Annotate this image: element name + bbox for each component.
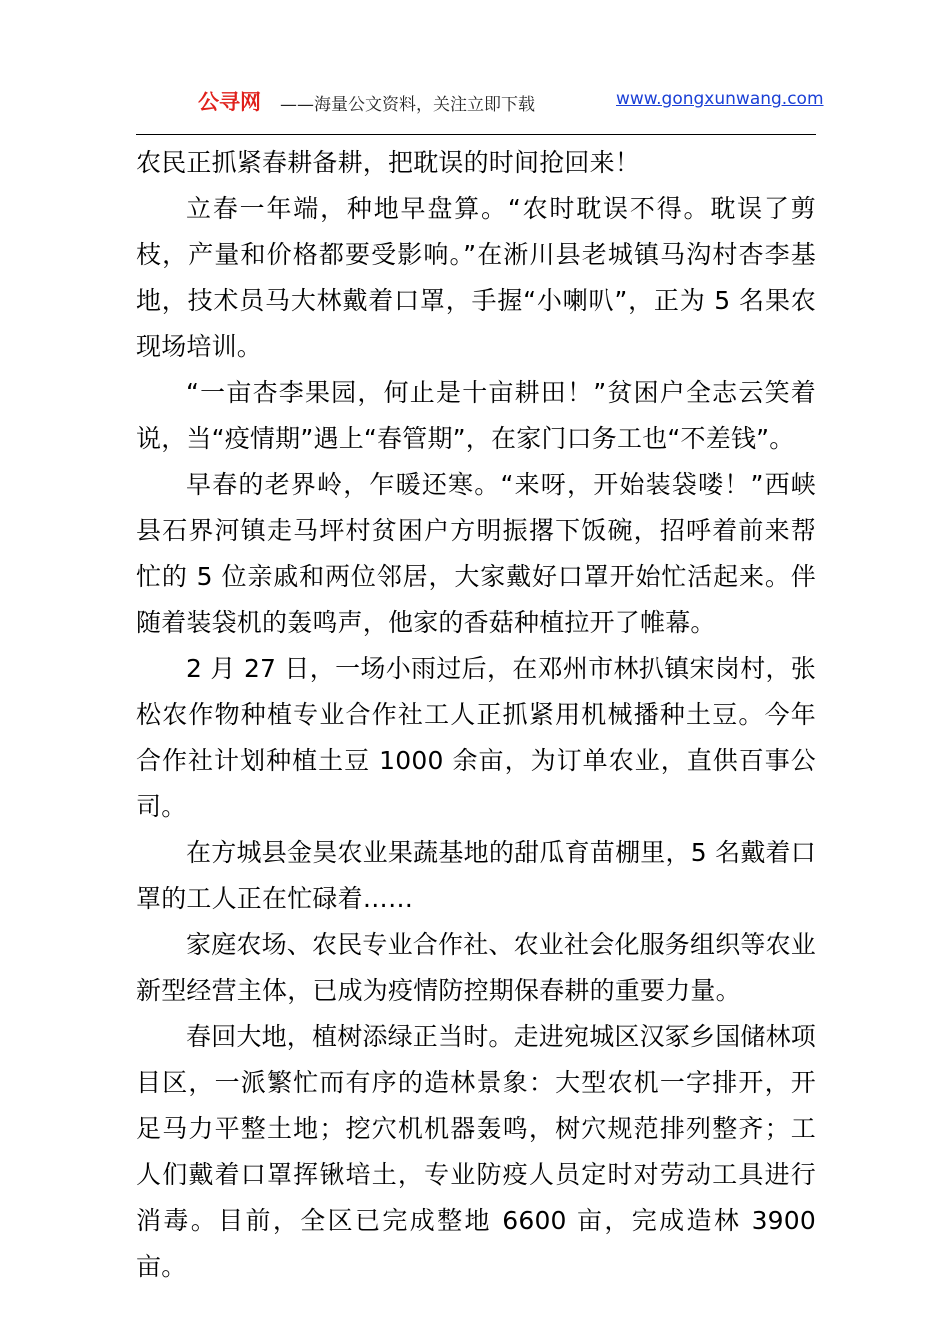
website-link[interactable]: www.gongxunwang.com <box>616 89 824 109</box>
paragraph: 2 月 27 日，一场小雨过后，在邓州市林扒镇宋岗村，张松农作物种植专业合作社工人正抓紧用机械播种土豆。今年合作社计划种植土豆 1000 余亩，为订单农业，直供百事公司。 <box>136 654 816 821</box>
brand-logo: 公寻网 <box>198 90 261 114</box>
header-tagline: ——海量公文资料，关注立即下载 <box>280 95 535 115</box>
paragraph: 早春的老界岭，乍暖还寒。“来呀，开始装袋喽！”西峡县石界河镇走马坪村贫困户方明振撂下饭碗，招呼着前来帮忙的 5 位亲戚和两位邻居，大家戴好口罩开始忙活起来。伴随着装袋机的轰鸣声，他家的香菇种植拉开了帷幕。 <box>136 470 816 637</box>
paragraph: 家庭农场、农民专业合作社、农业社会化服务组织等农业新型经营主体，已成为疫情防控期保春耕的重要力量。 <box>136 930 817 1005</box>
page-header <box>136 84 824 120</box>
header-divider <box>136 134 816 135</box>
paragraph: “一亩杏李果园，何止是十亩耕田！”贫困户全志云笑着说，当“疫情期”遇上“春管期”，在家门口务工也“不差钱”。 <box>136 378 816 453</box>
document-body <box>136 140 816 1290</box>
paragraph: 春回大地，植树添绿正当时。走进宛城区汉冢乡国储林项目区，一派繁忙而有序的造林景象：大型农机一字排开，开足马力平整土地；挖穴机机器轰鸣，树穴规范排列整齐；工人们戴着口罩挥锹培土，专业防疫人员定时对劳动工具进行消毒。目前，全区已完成整地 6600 亩，完成造林 3900 亩。 <box>136 1022 817 1281</box>
paragraph: 立春一年端，种地早盘算。“农时耽误不得。耽误了剪枝，产量和价格都要受影响。”在淅川县老城镇马沟村杏李基地，技术员马大林戴着口罩，手握“小喇叭”，正为 5 名果农现场培训。 <box>136 194 816 361</box>
paragraph: 在方城县金昊农业果蔬基地的甜瓜育苗棚里，5 名戴着口罩的工人正在忙碌着…… <box>136 838 816 913</box>
paragraph: 农民正抓紧春耕备耕，把耽误的时间抢回来！ <box>136 148 641 177</box>
